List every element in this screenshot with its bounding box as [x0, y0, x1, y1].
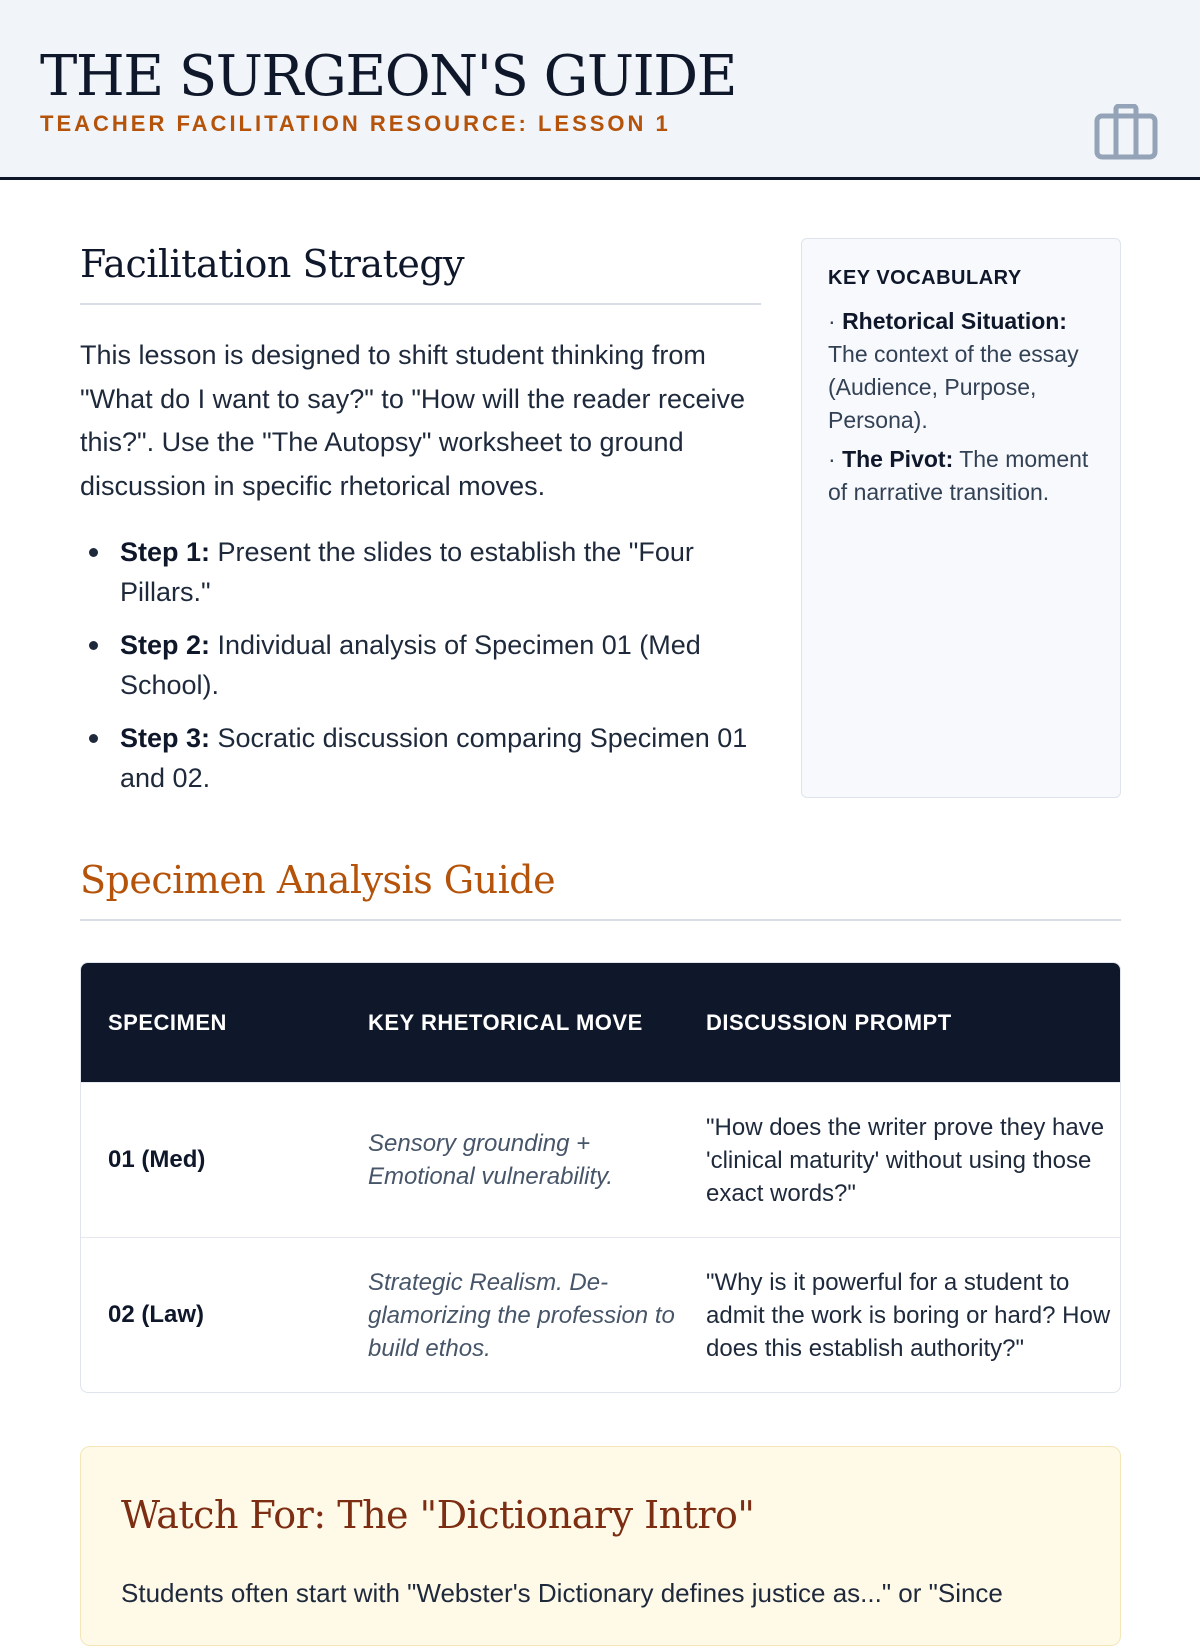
specimen-cell: 02 (Law) — [108, 1301, 205, 1328]
vocabulary-term: The Pivot: — [842, 446, 954, 472]
step-label: Step 3: — [120, 723, 211, 753]
facilitation-heading: Facilitation Strategy — [80, 242, 465, 286]
column-header-prompt: DISCUSSION PROMPT — [706, 1010, 952, 1035]
column-header-specimen: SPECIMEN — [108, 1010, 227, 1035]
list-item — [80, 718, 770, 798]
table-header-row — [81, 963, 1120, 1083]
step-text: Present the slides to establish the "Four Pillars." — [120, 537, 694, 607]
vocabulary-definition: The moment of narrative transition. — [828, 446, 1089, 505]
prompt-cell: "Why is it powerful for a student to admit the work is boring or hard? How does this establish authority?" — [706, 1268, 1111, 1362]
vocabulary-item: · The Pivot: The moment of narrative transition. — [828, 446, 1089, 505]
step-label: Step 2: — [120, 630, 211, 660]
steps-list — [80, 532, 770, 811]
callout-body: Students often start with "Webster's Dictionary defines justice as..." or "Since — [121, 1578, 1003, 1608]
bullet-icon — [89, 734, 98, 743]
vocabulary-heading: KEY VOCABULARY — [828, 267, 1022, 289]
briefcase-icon — [1094, 104, 1158, 160]
callout-title: Watch For: The "Dictionary Intro" — [121, 1493, 755, 1537]
prompt-cell: "How does the writer prove they have 'clinical maturity' without using those exact words?" — [706, 1113, 1105, 1207]
specimen-cell: 01 (Med) — [108, 1146, 206, 1173]
bullet-icon — [89, 641, 98, 650]
page-subtitle: TEACHER FACILITATION RESOURCE: LESSON 1 — [40, 111, 671, 136]
list-item — [80, 532, 770, 612]
step-text: Socratic discussion comparing Specimen 01 and 02. — [120, 723, 748, 793]
bullet-icon — [89, 548, 98, 557]
column-header-move: KEY RHETORICAL MOVE — [368, 1010, 643, 1035]
list-item — [80, 625, 770, 705]
vocabulary-term: Rhetorical Situation: — [842, 308, 1067, 334]
analysis-heading: Specimen Analysis Guide — [80, 858, 556, 902]
move-cell: Strategic Realism. De-glamorizing the profession to build ethos. — [368, 1268, 675, 1362]
step-label: Step 1: — [120, 537, 211, 567]
table-row — [81, 1238, 1120, 1392]
page-header — [0, 0, 1200, 180]
move-cell: Sensory grounding + Emotional vulnerability. — [368, 1130, 614, 1190]
vocabulary-item: · Rhetorical Situation: The context of the essay (Audience, Purpose, Persona). — [828, 308, 1079, 433]
table-row — [81, 1083, 1120, 1238]
facilitation-intro: This lesson is designed to shift student thinking from "What do I want to say?" to "How will the reader receive this?". Use the "The Autopsy" worksheet to ground discussion in specific rhetorical moves. — [80, 340, 746, 501]
analysis-divider — [80, 919, 1121, 921]
vocabulary-definition: The context of the essay (Audience, Purpose, Persona). — [828, 341, 1079, 433]
facilitation-divider — [80, 303, 761, 305]
analysis-table — [80, 962, 1121, 1393]
step-text: Individual analysis of Specimen 01 (Med School). — [120, 630, 701, 700]
watch-for-callout — [80, 1446, 1121, 1646]
vocabulary-sidebar — [801, 238, 1121, 798]
page-title: THE SURGEON'S GUIDE — [40, 44, 736, 109]
